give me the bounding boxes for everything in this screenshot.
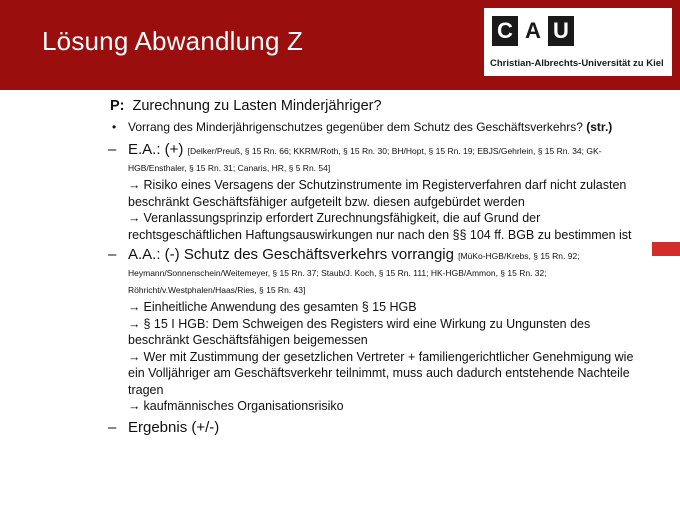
opinion-2 — [108, 246, 653, 415]
logo-letter-a: A — [520, 16, 546, 46]
argument-text: § 15 I HGB: Dem Schweigen des Registers wird eine Wirkung zu Ungunsten des beschränkt Geschäftsfähigen beigemessen — [128, 316, 591, 347]
arrow-right-icon: → — [128, 349, 141, 364]
bullet-text: Vorrang des Minderjährigenschutzes gegenüber dem Schutz des Geschäftsverkehrs? — [128, 120, 583, 134]
problem-label: P: — [110, 98, 125, 114]
argument-text: Veranlassungsprinzip erfordert Zurechnungsfähigkeit, die auf Grund der rechtsgeschäftlichen Haftungsauswirkungen nur nach den §§ 104 ff. BGB zu bestimmen ist — [128, 211, 632, 242]
opinion-1-arguments — [128, 177, 653, 243]
bullet-item — [108, 120, 653, 135]
opinion-1-citation: [Delker/Preuß, § 15 Rn. 66; KKRM/Roth, § 15 Rn. 30; BH/Hopt, § 15 Rn. 19; EBJS/Gehrlein, § 15 Rn. 34; GK-HGB/Ensthaler, § 15 Rn. 31; Canaris, HR, § 5 Rn. 54] — [128, 146, 602, 173]
logo-letter-c: C — [492, 16, 518, 46]
side-tab-marker — [652, 242, 680, 256]
header-bar — [0, 0, 680, 90]
opinion-1 — [108, 141, 653, 243]
opinion-2-heading-line — [128, 246, 653, 297]
opinion-2-heading: A.A.: (-) Schutz des Geschäftsverkehrs vorrangig — [128, 246, 454, 263]
arrow-right-icon: → — [128, 300, 141, 314]
arrow-right-icon: → — [128, 178, 141, 192]
problem-line — [110, 98, 653, 114]
arrow-right-icon: → — [128, 399, 141, 413]
logo-subtitle: Christian-Albrechts-Universität zu Kiel — [490, 58, 664, 69]
argument-text: Risiko eines Versagens der Schutzinstrumente im Registerverfahren darf nicht zulasten beschränkt Geschäftsfähiger aufgeteilt bzw. diesen aufgebürdet werden — [128, 178, 627, 209]
argument-item — [128, 349, 653, 399]
bullet-strong: (str.) — [586, 120, 613, 134]
result-text: Ergebnis (+/-) — [128, 418, 220, 436]
argument-text: kaufmännisches Organisationsrisiko — [143, 399, 344, 413]
argument-item — [128, 210, 653, 243]
opinion-2-citation: [MüKo-HGB/Krebs, § 15 Rn. 92; Heymann/Sonnenschein/Weitemeyer, § 15 Rn. 37; Staub/J. Koch, § 15 Rn. 111; HK-HGB/Ammon, § 15 Rn. 32; Röhricht/v.Westphalen/Haas/Ries, § 15 Rn. 43] — [128, 251, 580, 295]
page-title: Lösung Abwandlung Z — [42, 26, 304, 56]
argument-text: Einheitliche Anwendung des gesamten § 15 HGB — [143, 300, 417, 314]
argument-text: Wer mit Zustimmung der gesetzlichen Vertreter + familiengerichtlicher Genehmigung wie ein Volljähriger am Geschäftsverkehr teilnimmt, muss auch dadurch entstehende Nachteile tragen — [128, 349, 634, 397]
problem-text: Zurechnung zu Lasten Minderjähriger? — [132, 98, 382, 114]
result-line — [108, 419, 653, 436]
logo-letters — [492, 16, 576, 46]
arrow-right-icon: → — [128, 316, 141, 331]
university-logo — [484, 8, 672, 76]
logo-letter-u: U — [548, 16, 574, 46]
opinion-2-arguments — [128, 299, 653, 415]
argument-item — [128, 177, 653, 210]
argument-item — [128, 316, 653, 349]
slide-content — [108, 98, 653, 439]
opinion-1-heading: E.A.: (+) — [128, 141, 184, 158]
opinion-1-heading-line — [128, 141, 653, 175]
argument-item — [128, 299, 653, 316]
argument-item — [128, 398, 653, 415]
arrow-right-icon: → — [128, 211, 141, 225]
